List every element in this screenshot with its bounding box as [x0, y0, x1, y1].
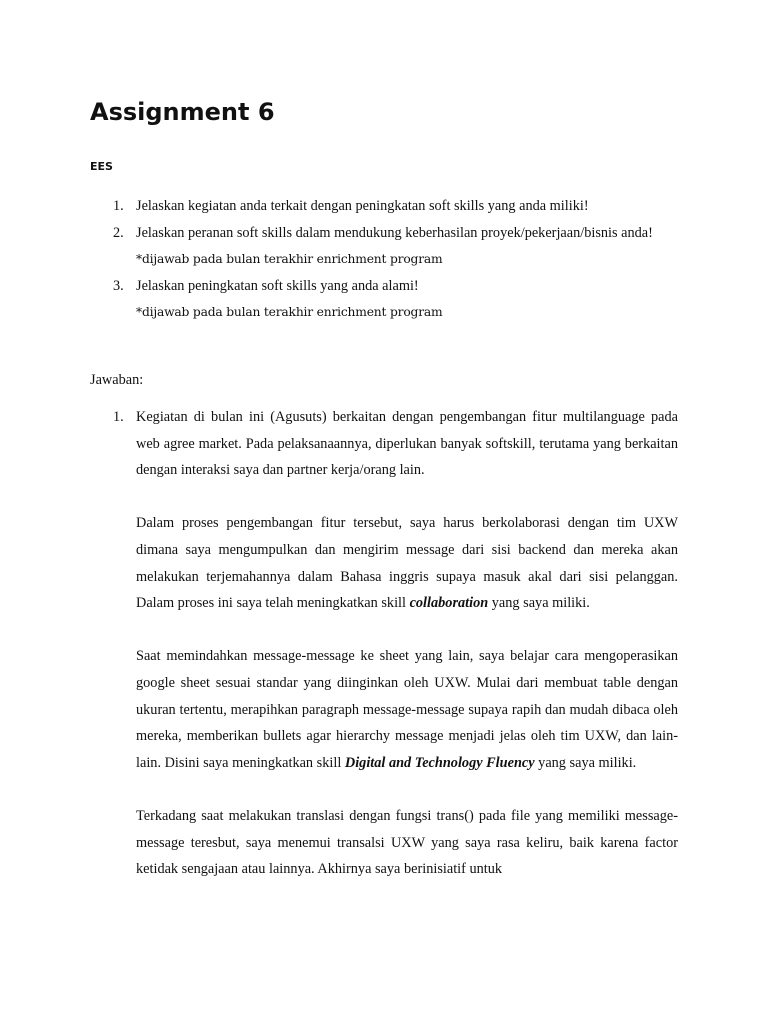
question-number: 2. — [113, 224, 124, 241]
skill-highlight: collaboration — [409, 595, 489, 612]
paragraph-text: yang saya miliki. — [488, 595, 590, 612]
question-number: 1. — [113, 198, 124, 214]
skill-highlight: Digital and Technology Fluency — [344, 754, 535, 771]
question-item-2 — [90, 220, 678, 273]
paragraph-text: Dalam proses pengembangan fitur tersebut, saya harus berkolaborasi dengan tim UXW dimana saya mengumpulkan dan mengirim message dari sisi backend dan mereka akan melakukan terjemahannya dalam Bahasa inggris supaya masuk akal dari sisi pelanggan. Dalam proses ini saya telah meningkatkan skill — [136, 515, 678, 612]
paragraph-text: Saat memindahkan message-message ke sheet yang lain, saya belajar cara mengoperasikan google sheet sesuai standar yang diinginkan oleh UXW. Mulai dari membuat table dengan ukuran tertentu, merapihkan paragraph message-message supaya rapih dan mudah dibaca oleh mereka, memberikan bullets agar hierarchy message menjadi jelas oleh tim UXW, dan lain-lain. Disini saya meningkatkan skill — [136, 648, 678, 771]
question-note: *dijawab pada bulan terakhir enrichment program — [136, 252, 443, 267]
question-item-1 — [90, 193, 678, 220]
paragraph-text: yang saya miliki. — [534, 754, 637, 771]
question-text: Jelaskan kegiatan anda terkait dengan peningkatan soft skills yang anda miliki! — [136, 198, 589, 214]
answer-item-1 — [90, 404, 678, 883]
question-text: Jelaskan peranan soft skills dalam mendukung keberhasilan proyek/pekerjaan/bisnis anda! — [136, 224, 653, 241]
answer-paragraph — [136, 803, 678, 883]
paragraph-text: Kegiatan di bulan ini (Agusuts) berkaitan dengan pengembangan fitur multilanguage pada web agree market. Pada pelaksanaannya, diperlukan banyak softskill, terutama yang berkaitan dengan interaksi saya dan partner kerja/orang lain. — [136, 409, 678, 479]
answer-paragraph — [136, 510, 678, 616]
question-text: Jelaskan peningkatan soft skills yang anda alami! — [136, 277, 419, 294]
answer-paragraph — [136, 643, 678, 776]
question-number: 3. — [113, 277, 124, 294]
answer-label: Jawaban: — [90, 372, 144, 388]
section-label: EES — [90, 160, 113, 173]
question-item-3 — [90, 273, 678, 326]
question-note: *dijawab pada bulan terakhir enrichment program — [136, 305, 443, 320]
answer-list — [90, 404, 678, 883]
question-list — [90, 193, 678, 326]
answer-paragraph — [136, 404, 678, 484]
page-title: Assignment 6 — [90, 98, 275, 126]
answer-number: 1. — [113, 409, 124, 425]
paragraph-text: Terkadang saat melakukan translasi dengan fungsi trans() pada file yang memiliki message-message teresbut, saya menemui transalsi UXW yang saya rasa keliru, baik karena factor ketidak sengajaan atau lainnya. Akhirnya saya berinisiatif untuk — [136, 807, 678, 878]
